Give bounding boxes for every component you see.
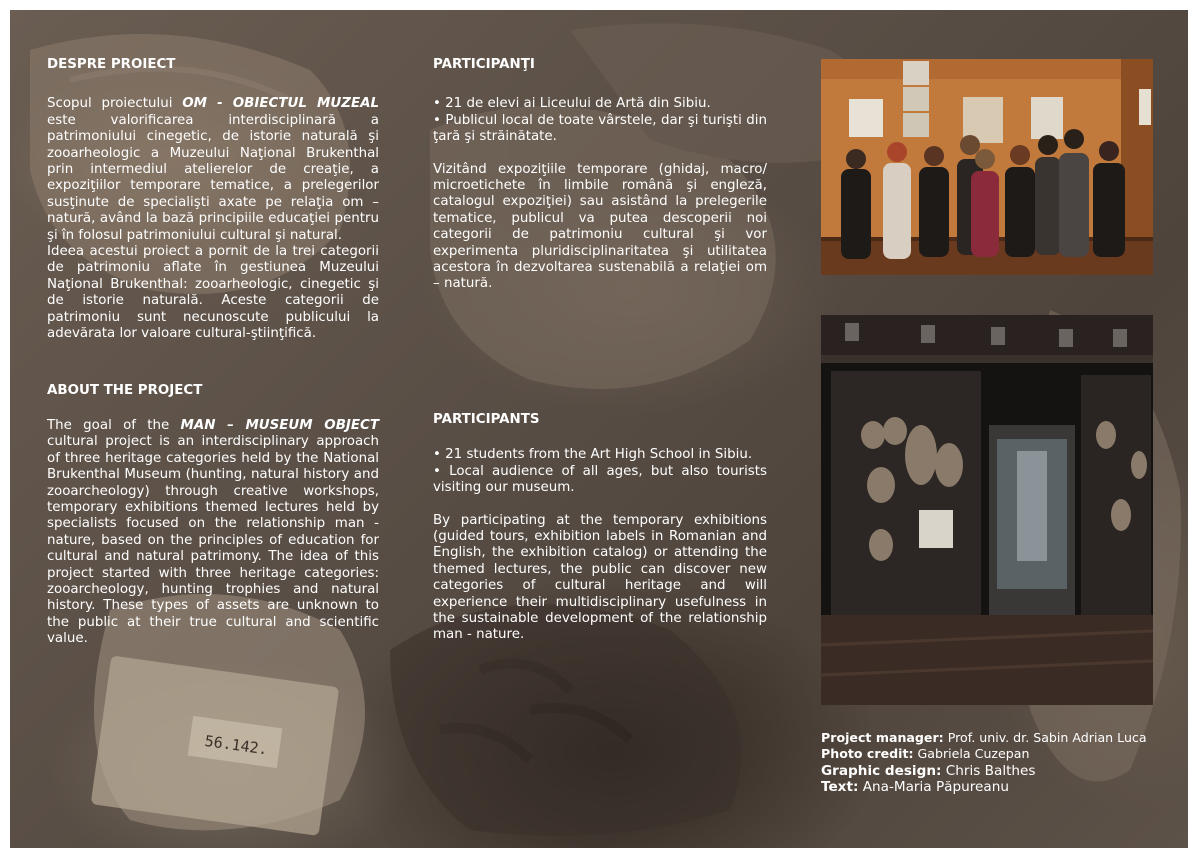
participants-heading: PARTICIPANTS — [433, 412, 540, 427]
credit-line-design: Graphic design: Chris Balthes — [821, 762, 1036, 779]
participanti-bullet-2: • Publicul local de toate vârstele, dar şi turişti din ţară şi străinătate. — [433, 112, 767, 145]
participants-paragraph: By participating at the temporary exhibitions (guided tours, exhibition labels in Romanian and English, the exhibition catalog) or attending the themed lectures, the public can discover new categories of cultural heritage and will experience their multidisciplinary usefulness in the sustainable development of the relationship man - nature. — [433, 512, 767, 643]
despre-heading: DESPRE PROIECT — [47, 57, 176, 72]
project-name-ro: OM - OBIECTUL MUZEAL — [182, 96, 379, 112]
about-heading: ABOUT THE PROJECT — [47, 382, 203, 398]
participanti-paragraph: Vizitând expoziţiile temporare (ghidaj, macro/ microetichete în limbile română şi engleză, catalogul expoziţiei) sau asistând la prelegerile tematice, publicul va putea descoperii noi categorii de patrimoniu cultural şi vor experimenta pluridisciplinaritatea şi utilitatea acestora în dezvoltarea sustenabilă a relaţiei om – natură. — [433, 161, 767, 292]
despre-paragraph-1: Scopul proiectului OM - OBIECTUL MUZEAL este valorificarea interdisciplinară a patrimoniului cinegetic, de istorie naturală şi zooarheologic a Muzeului Naţional Brukenthal prin intermediul atelierelor de creaţie, a expoziţiilor temporare tematice, a prelegerilor susţinute de specialişti axate pe relaţia om – natură, având la bază principiile educaţiei pentru şi în folosul patrimoniului cultural şi natural. — [47, 96, 379, 243]
credits-block — [821, 730, 1147, 796]
participants-bullet-1: • 21 students from the Art High School in Sibiu. — [433, 447, 753, 463]
participanti-heading: PARTICIPANŢI — [433, 57, 535, 72]
credit-line-photo: Photo credit: Gabriela Cuzepan — [821, 746, 1030, 762]
about-paragraph: The goal of the MAN – MUSEUM OBJECT cultural project is an interdisciplinary approach of three heritage categories held by the National Brukenthal Museum (hunting, natural history and zooarcheology) through creative workshops, temporary exhibitions themed lectures held by specialists focused on the relationship man - nature, based on the principles of education for cultural and natural patrimony. The idea of this project started with three heritage categories: zooarcheology, hunting trophies and natural history. These types of assets are unknown to the public at their true cultural and scientific value. — [47, 417, 379, 647]
column-romanian-about — [47, 57, 379, 648]
specimen-label-text: 56.142. — [203, 731, 269, 759]
despre-paragraph-2: Ideea acestui proiect a pornit de la trei categorii de patrimoniu aflate în gestiunea Muzeului Naţional Brukenthal: zooarheologic, cinegetic şi de istorie naturală. Aceste categorii de patrimoniu sunt necunoscute publicului la adevărata lor valoare cultural-ştiinţifică. — [47, 244, 379, 342]
exhibition-hall-photo — [821, 315, 1153, 705]
credit-line-text: Text: Ana-Maria Păpureanu — [821, 779, 1009, 796]
participanti-bullet-1: • 21 de elevi ai Liceului de Artă din Sibiu. — [433, 96, 711, 112]
brochure-page — [10, 10, 1188, 848]
students-group-photo — [821, 59, 1153, 275]
participants-bullet-2: • Local audience of all ages, but also tourists visiting our museum. — [433, 463, 767, 496]
column-participants — [433, 57, 767, 643]
credit-line-project-manager: Project manager: Prof. univ. dr. Sabin Adrian Luca — [821, 730, 1147, 745]
project-name-en: MAN – MUSEUM OBJECT — [180, 417, 379, 433]
